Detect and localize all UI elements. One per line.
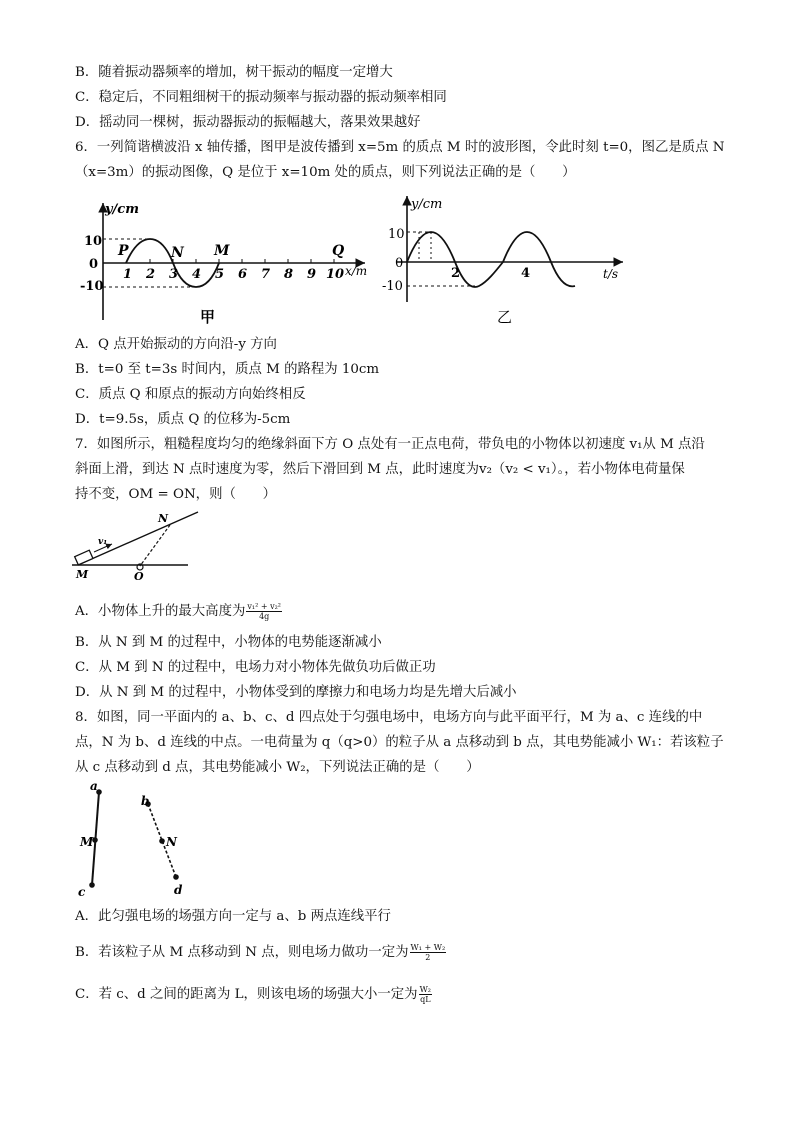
q7-incline-line xyxy=(78,512,198,565)
q7-block xyxy=(75,550,93,565)
jia-point-n: N xyxy=(171,245,184,261)
q8-stem-line3: 从 c 点移动到 d 点，其电势能减小 W₂，下列说法正确的是（ ） xyxy=(75,760,480,775)
q8-option-b xyxy=(75,943,446,962)
yi-ytick-0: 0 xyxy=(395,256,404,271)
q8-label-b: b xyxy=(141,794,150,808)
yi-sine-curve xyxy=(407,232,575,287)
jia-point-p: P xyxy=(118,243,129,259)
yi-ylabel: y/cm xyxy=(411,197,443,212)
jia-ylabel: y/cm xyxy=(105,202,139,217)
q7-stem-line2: 斜面上滑，到达 N 点时速度为零，然后下滑回到 M 点，此时速度为v₂（v₂ < v₁）。，若小物体电荷量保 xyxy=(75,462,685,477)
q6-option-a: A．Q 点开始振动的方向沿-y 方向 xyxy=(75,337,277,352)
q7-stem-line1: 7．如图所示，粗糙程度均匀的绝缘斜面下方 O 点处有一正点电荷，带负电的小物体以初速度 v₁从 M 点沿 xyxy=(75,437,705,452)
q8c-fraction-den: qL xyxy=(420,995,431,1004)
q8b-fraction-num: W₁ + W₂ xyxy=(410,943,446,952)
q7-option-a-fraction xyxy=(246,602,282,621)
q8-label-d: d xyxy=(174,883,183,897)
q7-label-v1: v₁ xyxy=(98,537,108,547)
q7-option-a xyxy=(75,602,282,621)
q8-option-a: A．此匀强电场的场强方向一定与 a、b 两点连线平行 xyxy=(75,909,391,924)
q7-label-m: M xyxy=(76,568,89,581)
jia-xtick-3: 3 xyxy=(169,267,179,282)
q8-label-c: c xyxy=(78,885,86,899)
jia-point-q: Q xyxy=(332,243,345,259)
q6-stem-line1: 6．一列简谐横波沿 x 轴传播，图甲是波传播到 x=5m 的质点 M 时的波形图，令此时刻 t=0，图乙是质点 N xyxy=(75,140,725,155)
q8-option-c-text: C．若 c、d 之间的距离为 L，则该电场的场强大小一定为 xyxy=(75,987,418,1002)
q5-option-d: D．摇动同一棵树，振动器振动的振幅越大，落果效果越好 xyxy=(75,115,421,130)
q8-option-b-text: B．若该粒子从 M 点移动到 N 点，则电场力做功一定为 xyxy=(75,945,409,960)
jia-ytick-10: 10 xyxy=(84,234,103,249)
q7-option-b: B．从 N 到 M 的过程中，小物体的电势能逐渐减小 xyxy=(75,635,382,650)
jia-xtick-1: 1 xyxy=(123,267,133,282)
yi-ytick-neg10: -10 xyxy=(382,279,403,294)
figure-jia-waveform xyxy=(80,195,380,330)
jia-xtick-7: 7 xyxy=(261,267,271,282)
q7-option-a-text: A．小物体上升的最大高度为 xyxy=(75,604,246,619)
q6-option-d: D．t=9.5s，质点 Q 的位移为-5cm xyxy=(75,412,291,427)
jia-xtick-2: 2 xyxy=(146,267,156,282)
yi-xtick-4: 4 xyxy=(521,266,531,281)
figure-q8-points xyxy=(70,780,200,900)
q8-stem-line2: 点，N 为 b、d 连线的中点。一电荷量为 q（q>0）的粒子从 a 点移动到 b 点，其电势能减小 W₁：若该粒子 xyxy=(75,735,724,750)
yi-caption: 乙 xyxy=(497,308,513,326)
jia-point-m: M xyxy=(214,243,230,259)
q6-option-b: B．t=0 至 t=3s 时间内，质点 M 的路程为 10cm xyxy=(75,362,380,377)
figure-yi-vibration xyxy=(375,190,635,330)
q8-option-b-fraction xyxy=(410,943,447,962)
q7-option-d: D．从 N 到 M 的过程中，小物体受到的摩擦力和电场力均是先增大后减小 xyxy=(75,685,517,700)
jia-xtick-4: 4 xyxy=(192,267,202,282)
q7-stem-line3: 持不变，OM = ON，则（ ） xyxy=(75,487,277,502)
q8b-fraction-den: 2 xyxy=(425,953,431,962)
q8-label-n: N xyxy=(166,835,177,849)
jia-caption: 甲 xyxy=(200,308,216,326)
q8c-fraction-num: W₂ xyxy=(419,985,432,994)
q6-stem-line2: （x=3m）的振动图像，Q 是位于 x=10m 处的质点，则下列说法正确的是（ ） xyxy=(75,165,576,180)
yi-xtick-2: 2 xyxy=(451,266,461,281)
jia-xtick-8: 8 xyxy=(284,267,294,282)
q6-option-c: C．质点 Q 和原点的振动方向始终相反 xyxy=(75,387,306,402)
jia-xtick-5: 5 xyxy=(215,267,225,282)
q5-option-c: C．稳定后，不同粗细树干的振动频率与振动器的振动频率相同 xyxy=(75,90,447,105)
yi-ytick-10: 10 xyxy=(388,227,405,242)
q8-label-m: M xyxy=(80,835,94,849)
jia-ytick-neg10: -10 xyxy=(80,279,104,294)
yi-xlabel: t/s xyxy=(603,267,619,281)
q8-stem-line1: 8．如图，同一平面内的 a、b、c、d 四点处于匀强电场中，电场方向与此平面平行，M 为 a、c 连线的中 xyxy=(75,710,703,725)
q8-option-c-fraction xyxy=(419,985,432,1004)
q7-option-c: C．从 M 到 N 的过程中，电场力对小物体先做负功后做正功 xyxy=(75,660,436,675)
q7-fraction-num: v₁² + v₂² xyxy=(247,602,282,611)
q7-label-o: O xyxy=(134,570,144,583)
jia-ytick-0: 0 xyxy=(89,257,99,272)
jia-xtick-10: 10 xyxy=(326,267,345,282)
figure-q7-incline xyxy=(70,508,210,583)
q7-fraction-den: 4g xyxy=(259,612,270,621)
jia-xtick-6: 6 xyxy=(238,267,248,282)
jia-xlabel: x/m xyxy=(345,264,368,278)
q7-label-n: N xyxy=(158,512,169,525)
jia-xtick-9: 9 xyxy=(307,267,317,282)
q5-option-b: B．随着振动器频率的增加，树干振动的幅度一定增大 xyxy=(75,65,393,80)
q8-label-a: a xyxy=(90,780,98,793)
q8-option-c xyxy=(75,985,432,1004)
